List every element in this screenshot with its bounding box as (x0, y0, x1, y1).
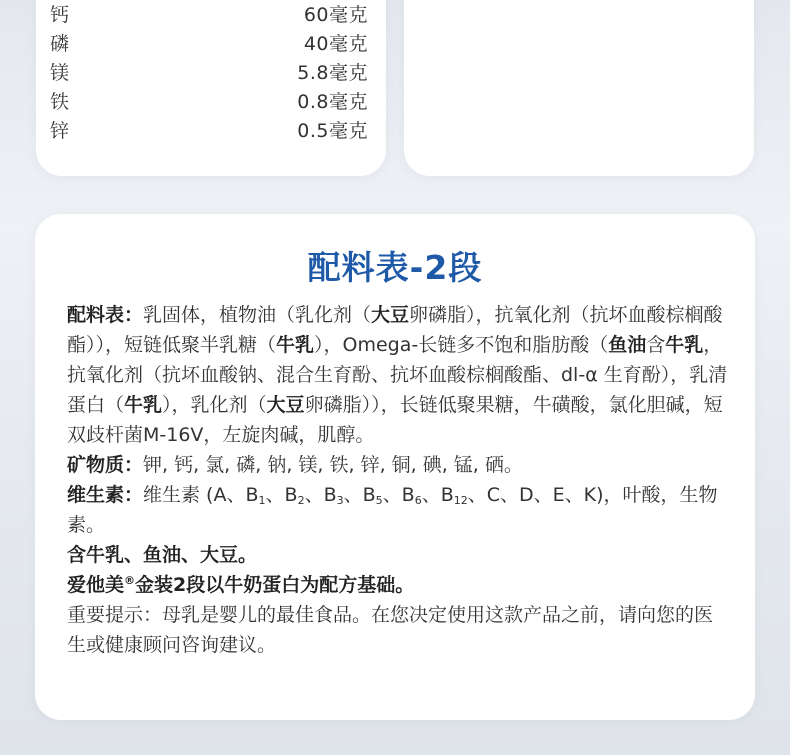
allergen-highlight: 牛乳 (276, 334, 315, 356)
vitamins-paragraph (67, 480, 729, 540)
allergens-paragraph (67, 540, 729, 570)
minerals-text: 钾, 钙, 氯, 磷, 钠, 镁, 铁, 锌, 铜, 碘, 锰, 硒。 (143, 454, 523, 476)
mineral-value: 5.8毫克 (297, 62, 368, 84)
basis-statement (67, 574, 414, 596)
ingredients-text: 含 (646, 334, 666, 356)
mineral-value: 40毫克 (303, 33, 368, 55)
mineral-row-zinc (50, 116, 368, 145)
vitamins-text: 、B (304, 484, 337, 506)
mineral-row-iron (50, 87, 368, 116)
mineral-row-magnesium (50, 58, 368, 87)
vitamin-subscript: 12 (453, 494, 468, 507)
vitamin-subscript: 6 (414, 494, 422, 507)
ingredients-card (35, 214, 755, 720)
ingredients-text: 乳固体，植物油（乳化剂（ (143, 304, 372, 326)
mineral-row-calcium (50, 0, 368, 29)
minerals-card (36, 0, 386, 176)
allergen-highlight: 鱼油 (608, 334, 647, 356)
empty-card (404, 0, 754, 176)
mineral-name: 钙 (50, 4, 70, 26)
mineral-name: 镁 (50, 62, 70, 84)
allergen-highlight: 牛乳 (665, 334, 704, 356)
vitamin-subscript: 5 (375, 494, 383, 507)
ingredients-text: ），乳化剂（ (162, 394, 267, 416)
ingredients-text: 卵磷脂）），长链低聚果糖，牛磺酸，氯化胆碱，短双歧杆菌M-16V，左旋肉碱，肌醇。 (67, 394, 723, 446)
allergens-statement: 含牛乳、鱼油、大豆。 (67, 544, 258, 566)
ingredients-text: 卵磷脂），抗氧化剂（抗坏血酸棕榈酸酯）），短链低聚半乳糖（ (67, 304, 723, 356)
ingredients-text: ），Omega-长链多不饱和脂肪酸（ (314, 334, 609, 356)
vitamin-subscript: 2 (297, 494, 305, 507)
notice-paragraph: 重要提示：母乳是婴儿的最佳食品。在您决定使用这款产品之前，请向您的医生或健康顾问咨询建议。 (67, 604, 714, 656)
ingredients-title: 配料表-2段 (307, 248, 483, 287)
minerals-label: 矿物质： (67, 454, 144, 476)
vitamin-subscript: 1 (258, 494, 266, 507)
brand-name: 爱他美 (67, 574, 125, 596)
basis-paragraph (67, 570, 729, 600)
vitamins-text: 、B (382, 484, 415, 506)
allergen-highlight: 牛乳 (124, 394, 163, 416)
ingredients-text: ，抗氧化剂（抗坏血酸钠、混合生育酚、抗坏血酸棕榈酸酯、dl-α 生育酚），乳清蛋白（ (67, 334, 728, 416)
ingredients-paragraph (67, 300, 729, 450)
minerals-paragraph (67, 450, 729, 480)
allergen-highlight: 大豆 (371, 304, 410, 326)
mineral-row-phosphorus (50, 29, 368, 58)
mineral-value: 0.5毫克 (297, 120, 368, 142)
vitamins-label: 维生素： (67, 484, 144, 506)
basis-text: 金装2段以牛奶蛋白为配方基础。 (135, 574, 415, 596)
mineral-value: 60毫克 (303, 4, 368, 26)
vitamins-text: 、B (343, 484, 376, 506)
allergen-highlight: 大豆 (266, 394, 305, 416)
registered-mark: ® (124, 574, 136, 587)
vitamins-text: 、C、D、E、K)，叶酸，生物素。 (67, 484, 718, 536)
vitamins-text: 、B (265, 484, 298, 506)
ingredients-label: 配料表： (67, 304, 144, 326)
ingredients-body (67, 300, 729, 660)
vitamins-text: 、B (421, 484, 454, 506)
mineral-name: 磷 (50, 33, 70, 55)
mineral-name: 铁 (50, 91, 70, 113)
vitamin-subscript: 3 (336, 494, 344, 507)
mineral-value: 0.8毫克 (297, 91, 368, 113)
vitamins-text: 维生素 (A、B (143, 484, 259, 506)
mineral-name: 锌 (50, 120, 70, 142)
